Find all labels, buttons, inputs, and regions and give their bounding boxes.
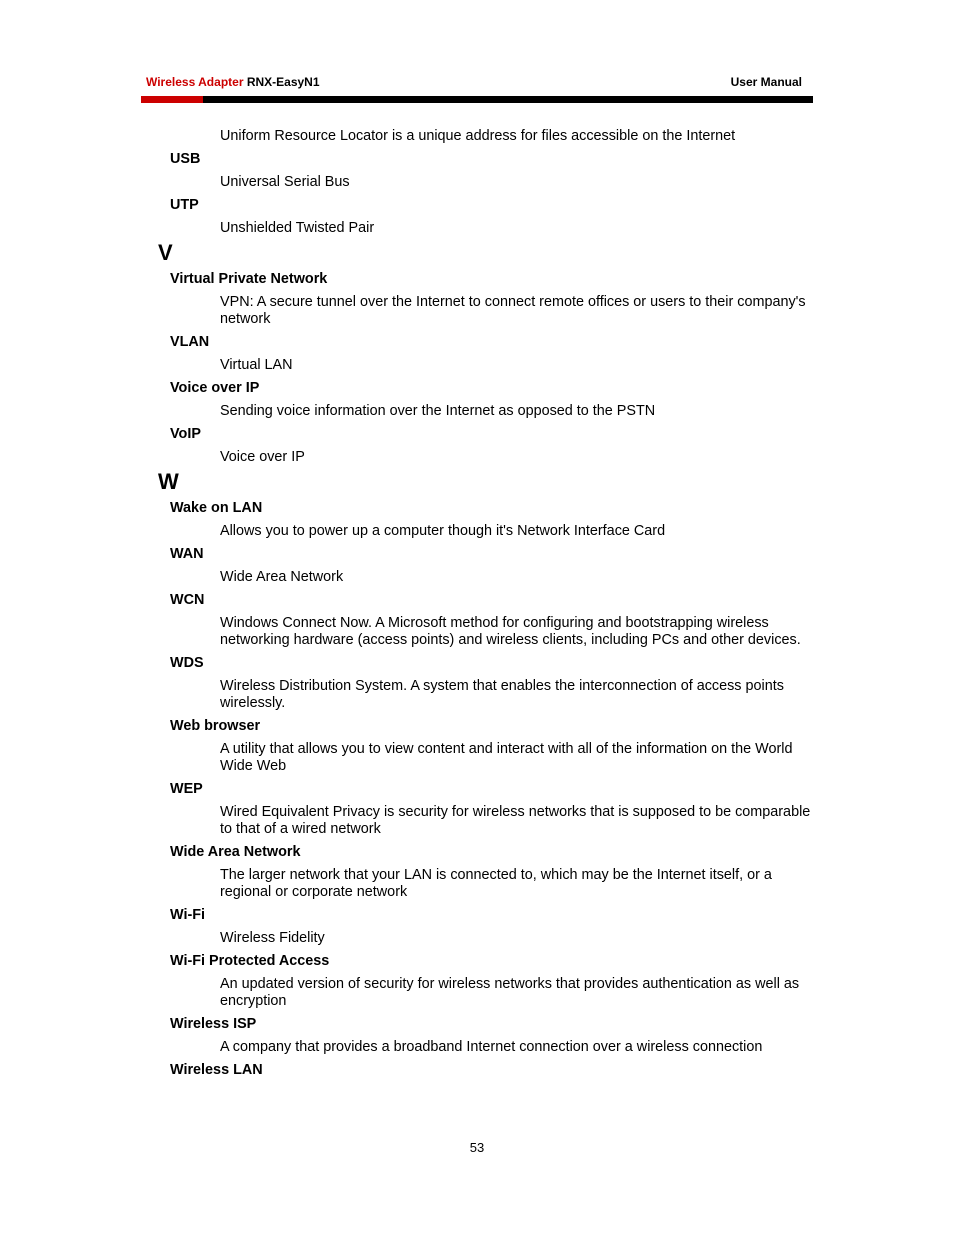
glossary-term: Wake on LAN	[170, 500, 263, 516]
glossary-term: VoIP	[170, 426, 201, 442]
glossary-definition: Windows Connect Now. A Microsoft method for configuring and bootstrapping wireless networking hardware (access points) and wireless clients, including PCs and other devices.	[220, 615, 801, 648]
glossary-term: Wi-Fi	[170, 907, 206, 923]
header-rule	[141, 96, 813, 103]
glossary-definition: A company that provides a broadband Internet connection over a wireless connection	[220, 1039, 763, 1055]
glossary-definition: Wide Area Network	[220, 569, 344, 585]
glossary-definition: Universal Serial Bus	[220, 174, 350, 190]
glossary-definition: Voice over IP	[220, 449, 305, 465]
glossary-term: Web browser	[170, 718, 261, 734]
glossary-term: WAN	[170, 546, 204, 562]
glossary-definition: Wired Equivalent Privacy is security for wireless networks that is supposed to be comparable to that of a wired network	[220, 804, 811, 837]
glossary-definition: A utility that allows you to view content and interact with all of the information on the World Wide Web	[220, 741, 793, 774]
header-manual-label: User Manual	[730, 75, 802, 89]
header-brand: Wireless Adapter	[146, 75, 244, 89]
glossary-term: UTP	[170, 197, 199, 213]
glossary-definition: Uniform Resource Locator is a unique address for files accessible on the Internet	[220, 128, 736, 144]
glossary-definition: Virtual LAN	[220, 357, 293, 373]
glossary-term: WDS	[170, 655, 204, 671]
glossary-term: Voice over IP	[170, 380, 260, 396]
glossary-term: Wireless LAN	[170, 1062, 263, 1078]
glossary-term: WCN	[170, 592, 205, 608]
glossary-term: Wireless ISP	[170, 1016, 257, 1032]
section-letter: W	[158, 469, 179, 494]
glossary-definition: Allows you to power up a computer though it's Network Interface Card	[220, 523, 666, 539]
glossary-list	[141, 128, 813, 1085]
glossary-term: WEP	[170, 781, 203, 797]
glossary-term: Wi-Fi Protected Access	[170, 953, 330, 969]
glossary-term: VLAN	[170, 334, 210, 350]
glossary-term: Virtual Private Network	[170, 271, 328, 287]
glossary-term: USB	[170, 151, 201, 167]
glossary-definition: Sending voice information over the Internet as opposed to the PSTN	[220, 403, 656, 419]
glossary-definition: VPN: A secure tunnel over the Internet to connect remote offices or users to their company's network	[220, 294, 806, 327]
glossary-term: Wide Area Network	[170, 844, 301, 860]
header-model: RNX-EasyN1	[246, 75, 320, 89]
glossary-definition: Unshielded Twisted Pair	[220, 220, 375, 236]
page-number: 53	[469, 1140, 485, 1155]
glossary-definition: An updated version of security for wireless networks that provides authentication as well as encryption	[220, 976, 800, 1009]
glossary-definition: Wireless Distribution System. A system that enables the interconnection of access points wirelessly.	[220, 678, 784, 711]
glossary-definition: Wireless Fidelity	[220, 930, 325, 946]
header-rule-accent	[141, 96, 203, 103]
section-letter: V	[158, 240, 173, 265]
header-title	[146, 75, 320, 89]
glossary-definition: The larger network that your LAN is connected to, which may be the Internet itself, or a regional or corporate network	[220, 867, 772, 900]
